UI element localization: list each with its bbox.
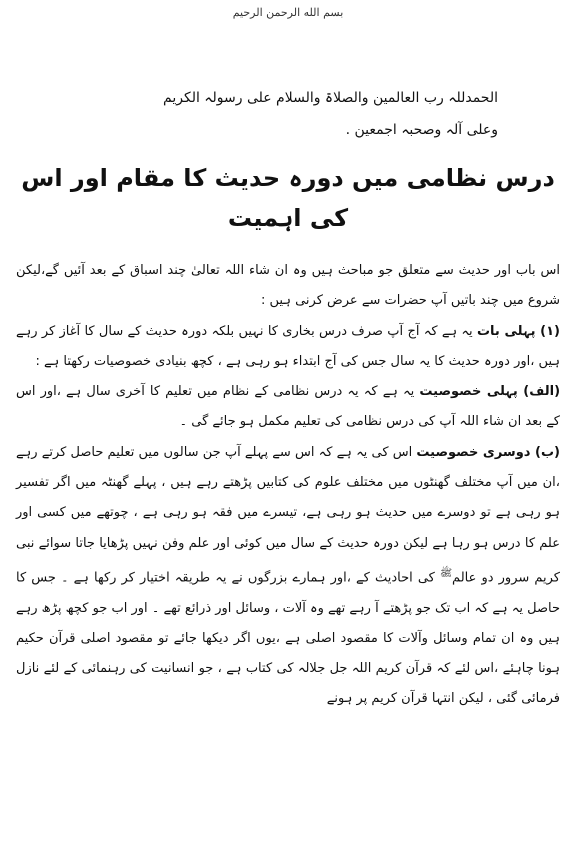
opening-invocation xyxy=(58,82,498,146)
feature-be-paragraph xyxy=(16,438,560,715)
feature-alif-heading: (الف) پہلی خصوصیت xyxy=(419,384,561,400)
opening-line-2: وعلی آلہ وصحبہ اجمعین . xyxy=(345,122,498,138)
feature-alif-text: یہ ہے کہ یہ درس نظامی کے نظام میں تعلیم کا آخری سال ہے ،اور اس کے بعد ان شاء اللہ آپ کی درس نظامی کی تعلیم مکمل ہو جائے گی ۔ xyxy=(16,384,560,430)
opening-line-1: الحمدللہ رب العالمین والصلاۃ والسلام علی رسولہ الکریم xyxy=(163,90,498,106)
feature-be-heading: (ب) دوسری خصوصیت xyxy=(416,444,561,460)
first-point-heading: (۱) پہلی بات xyxy=(476,323,560,339)
salutation-honorific: ﷺ xyxy=(439,567,453,579)
feature-be-text-1: اس کی یہ ہے کہ اس سے پہلے آپ جن سالوں میں تعلیم حاصل کرتے رہے ،ان میں آپ مختلف گھنٹوں میں مختلف علوم کی کتابیں پڑھتے رہے ہیں ، پہلے گھنٹہ میں اگر تفسیر ہو رہی ہے تو دوسرے میں حدیث ہو رہی ہے، تیسرے میں فقہ ہو رہی ہے ، چوتھے میں کسی اور علم کا درس ہو رہا ہے لیکن دورہ حدیث کے سال میں کوئی اور علم وفن نہیں پڑھایا جاتا سوائے نبی کریم سرور دو عالم xyxy=(16,444,560,586)
page-title: درس نظامی میں دورہ حدیث کا مقام اور اس کی اہمیت xyxy=(21,164,555,232)
body-text xyxy=(16,256,560,715)
first-point-text: یہ ہے کہ آج آپ صرف درس بخاری کا نہیں بلکہ دورہ حدیث کے سال کا آغاز کر رہے ہیں ،اور دورہ حدیث کا یہ سال جس کی آج ابتداء ہو رہی ہے ، کچھ بنیادی خصوصیات رکھتا ہے : xyxy=(16,323,560,369)
bismillah-calligraphy: بسم الله الرحمن الرحيم xyxy=(232,6,344,19)
feature-alif-paragraph xyxy=(16,377,560,438)
first-point-paragraph xyxy=(16,317,560,378)
feature-be-text-2: کی احادیث کے ،اور ہمارے بزرگوں نے یہ طریقہ اختیار کر رکھا ہے ۔ جس کا حاصل یہ ہے کہ اب تک جو پڑھتے آ رہے تھے وہ آلات ، وسائل اور ذرائع تھے ۔ اور اب جو کچھ پڑھ رہے ہیں وہ ان تمام وسائل وآلات کا مقصود اصلی ہے ،یوں اگر دیکھا جائے تو مقصود اصلی قرآن حکیم ہونا چاہئے ،اس لئے کہ قرآن کریم اللہ جل جلالہ کی کتاب ہے ، جو انسانیت کی رہنمائی کے لئے نازل فرمائی گئی ، لیکن انتہا قرآن کریم پر ہونے xyxy=(16,570,560,707)
intro-paragraph: اس باب اور حدیث سے متعلق جو مباحث ہیں وہ ان شاء اللہ تعالیٰ چند اسباق کے بعد آئیں گے،لیکن شروع میں چند باتیں آپ حضرات سے عرض کرنی ہیں : xyxy=(16,263,560,309)
